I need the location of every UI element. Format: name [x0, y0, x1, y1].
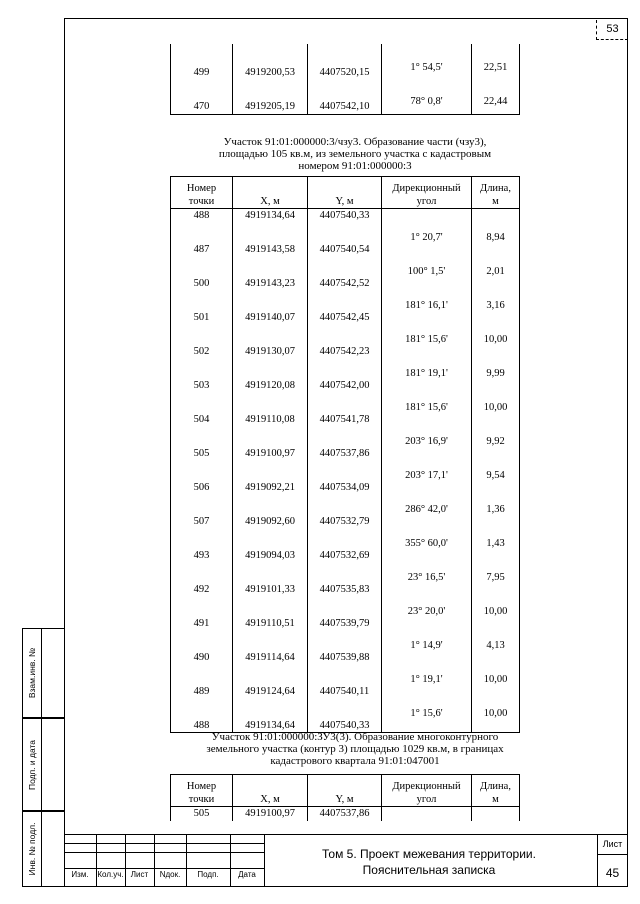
cell	[233, 563, 308, 583]
cell	[308, 495, 382, 515]
table-row	[171, 243, 520, 257]
caption-line: кадастрового квартала 91:01:047001	[270, 755, 440, 767]
point-number: 502	[171, 345, 233, 359]
cell	[233, 699, 308, 719]
x-coord: 4919114,64	[233, 651, 308, 665]
cell	[233, 325, 308, 345]
angle-cell: 1° 54,5'	[382, 44, 472, 90]
angle-cell: 286° 42,0'	[382, 481, 472, 515]
y-coord: 4407540,33	[308, 209, 382, 223]
stamp-podp	[22, 718, 64, 811]
x-coord: 4919130,07	[233, 345, 308, 359]
y-coord: 4407535,83	[308, 583, 382, 597]
point-number: 505	[171, 447, 233, 461]
point-number: 505	[171, 807, 233, 821]
cell	[308, 257, 382, 277]
x-coord: 4919092,60	[233, 515, 308, 529]
cell	[308, 325, 382, 345]
table-row	[171, 277, 520, 291]
header-num: Номер точки	[171, 177, 233, 209]
title-block	[64, 834, 628, 887]
cell	[233, 461, 308, 481]
table-row	[171, 447, 520, 461]
y-coord: 4407540,54	[308, 243, 382, 257]
x-coord: 4919140,07	[233, 311, 308, 325]
point-number: 487	[171, 243, 233, 257]
stamp-inv	[22, 811, 64, 887]
table-row	[171, 651, 520, 665]
cell	[171, 44, 233, 54]
length-cell: 4,13	[472, 617, 520, 651]
cell	[171, 665, 233, 685]
cell	[171, 461, 233, 481]
cell	[308, 223, 382, 243]
angle-cell: 203° 17,1'	[382, 447, 472, 481]
header-y: Y, м	[308, 775, 382, 807]
length-cell: 10,00	[472, 685, 520, 719]
y-coord: 4407539,79	[308, 617, 382, 631]
x-coord: 4919124,64	[233, 685, 308, 699]
point-number: 500	[171, 277, 233, 291]
y-coord: 4407542,00	[308, 379, 382, 393]
title-line: Том 5. Проект межевания территории.	[322, 847, 536, 861]
length-cell: 10,00	[472, 311, 520, 345]
side-stamp	[22, 628, 64, 887]
y-coord: 4407532,79	[308, 515, 382, 529]
table-row	[171, 345, 520, 359]
cell	[308, 359, 382, 379]
angle-cell: 100° 1,5'	[382, 243, 472, 277]
length-cell: 2,01	[472, 243, 520, 277]
point-number: 489	[171, 685, 233, 699]
x-coord: 4919092,21	[233, 481, 308, 495]
table-row	[171, 413, 520, 427]
cell	[308, 665, 382, 685]
table-header-row	[171, 775, 520, 807]
cell	[171, 393, 233, 413]
x-coord: 4919094,03	[233, 549, 308, 563]
point-number: 506	[171, 481, 233, 495]
length-cell: 3,16	[472, 277, 520, 311]
tb-header: Nдок.	[159, 870, 181, 879]
table-header-row	[171, 177, 520, 209]
angle-cell: 23° 20,0'	[382, 583, 472, 617]
cell	[308, 631, 382, 651]
y-coord: 4407537,86	[308, 447, 382, 461]
cell	[171, 427, 233, 447]
y-coord: 4407542,23	[308, 345, 382, 359]
cell	[233, 223, 308, 243]
table-row	[171, 583, 520, 597]
cell	[233, 257, 308, 277]
header-length: Длина, м	[472, 177, 520, 209]
cell	[171, 699, 233, 719]
x-coord: 4919200,53	[233, 54, 308, 90]
angle-cell: 181° 16,1'	[382, 277, 472, 311]
y-coord: 4407534,09	[308, 481, 382, 495]
angle-cell: 1° 15,6'	[382, 685, 472, 719]
table-row	[171, 209, 520, 223]
cell	[171, 597, 233, 617]
cell	[233, 495, 308, 515]
page-number: 53	[596, 20, 628, 40]
angle-cell: 181° 19,1'	[382, 345, 472, 379]
cell	[171, 529, 233, 549]
length-cell: 22,51	[472, 44, 520, 90]
cell	[308, 699, 382, 719]
table-row	[171, 807, 520, 821]
cell	[308, 427, 382, 447]
angle-cell: 78° 0,8'	[382, 90, 472, 114]
caption-line: Участок 91:01:000000:3/чзу3. Образование части (чзу3),	[223, 136, 487, 148]
length-cell: 9,99	[472, 345, 520, 379]
cell	[171, 563, 233, 583]
header-angle: Дирекционный угол	[382, 177, 472, 209]
section2-caption	[170, 731, 540, 767]
table-row	[171, 617, 520, 631]
cell	[171, 257, 233, 277]
y-coord: 4407540,33	[308, 719, 382, 733]
y-coord: 4407520,15	[308, 54, 382, 90]
point-number: 492	[171, 583, 233, 597]
point-number: 499	[171, 54, 233, 90]
x-coord: 4919134,64	[233, 719, 308, 733]
length-cell: 22,44	[472, 90, 520, 114]
x-coord: 4919120,08	[233, 379, 308, 393]
table-continuation	[170, 44, 520, 115]
tb-header: Дата	[238, 870, 256, 879]
cell	[171, 495, 233, 515]
cell	[308, 291, 382, 311]
x-coord: 4919143,58	[233, 243, 308, 257]
caption-line: площадью 105 кв.м, из земельного участка с кадастровым	[218, 148, 492, 160]
cell	[171, 325, 233, 345]
table-row	[171, 549, 520, 563]
coordinates-table	[170, 176, 520, 733]
angle-cell: 1° 20,7'	[382, 209, 472, 243]
length-cell: 7,95	[472, 549, 520, 583]
cell	[233, 597, 308, 617]
cell	[171, 631, 233, 651]
header-num: Номер точки	[171, 775, 233, 807]
header-angle: Дирекционный угол	[382, 775, 472, 807]
caption-line: номером 91:01:000000:3	[298, 160, 412, 172]
cell	[171, 359, 233, 379]
x-coord: 4919110,51	[233, 617, 308, 631]
document-title	[264, 846, 594, 878]
cell	[171, 223, 233, 243]
y-coord: 4407532,69	[308, 549, 382, 563]
cell	[233, 359, 308, 379]
length-cell: 1,43	[472, 515, 520, 549]
point-number: 470	[171, 100, 233, 114]
title-line: Пояснительная записка	[362, 863, 496, 877]
cell	[308, 529, 382, 549]
cell	[233, 529, 308, 549]
y-coord: 4407542,45	[308, 311, 382, 325]
point-number: 504	[171, 413, 233, 427]
section1-caption	[170, 136, 540, 172]
caption-line: Участок 91:01:000000:ЗУ3(3). Образование многоконтурного	[211, 731, 499, 743]
angle-cell: 181° 15,6'	[382, 311, 472, 345]
tb-header: Изм.	[71, 870, 89, 879]
y-coord: 4407537,86	[308, 807, 382, 821]
point-number: 501	[171, 311, 233, 325]
table-row	[171, 685, 520, 699]
point-number: 488	[171, 719, 233, 733]
cell	[308, 563, 382, 583]
cell	[233, 393, 308, 413]
y-coord: 4407541,78	[308, 413, 382, 427]
angle-cell: 355° 60,0'	[382, 515, 472, 549]
x-coord: 4919110,08	[233, 413, 308, 427]
length-cell: 10,00	[472, 651, 520, 685]
length-cell: 10,00	[472, 583, 520, 617]
table-row	[171, 515, 520, 529]
angle-cell: 181° 15,6'	[382, 379, 472, 413]
coordinates-table-2	[170, 774, 520, 821]
point-number: 507	[171, 515, 233, 529]
length-cell: 9,92	[472, 413, 520, 447]
table-row	[171, 379, 520, 393]
y-coord: 4407542,52	[308, 277, 382, 291]
angle-cell: 1° 14,9'	[382, 617, 472, 651]
header-x: X, м	[233, 775, 308, 807]
cell	[233, 291, 308, 311]
y-coord: 4407540,11	[308, 685, 382, 699]
table-row	[171, 311, 520, 325]
x-coord: 4919100,97	[233, 807, 308, 821]
sheet-number: 45	[605, 866, 620, 880]
point-number: 491	[171, 617, 233, 631]
point-number: 503	[171, 379, 233, 393]
x-coord: 4919134,64	[233, 209, 308, 223]
cell	[308, 461, 382, 481]
point-number: 493	[171, 549, 233, 563]
cell	[171, 291, 233, 311]
header-y: Y, м	[308, 177, 382, 209]
x-coord: 4919205,19	[233, 100, 308, 114]
stamp-vzam	[22, 628, 64, 718]
stamp-inv-label: Инв. № подл.	[27, 822, 37, 876]
point-number: 490	[171, 651, 233, 665]
tb-header: Лист	[130, 870, 149, 879]
table-row	[171, 481, 520, 495]
x-coord: 4919101,33	[233, 583, 308, 597]
tb-header: Кол.уч.	[97, 870, 124, 879]
header-length: Длина, м	[472, 775, 520, 807]
stamp-vzam-label: Взам.инв. №	[27, 647, 37, 699]
tb-header: Подп.	[197, 870, 219, 879]
y-coord: 4407539,88	[308, 651, 382, 665]
length-cell: 8,94	[472, 209, 520, 243]
stamp-podp-label: Подп. и дата	[27, 739, 37, 790]
sheet-label: Лист	[602, 839, 623, 849]
cell	[233, 427, 308, 447]
y-coord: 4407542,10	[308, 100, 382, 114]
angle-cell: 23° 16,5'	[382, 549, 472, 583]
cell	[233, 631, 308, 651]
caption-line: земельного участка (контур 3) площадью 1029 кв.м, в границах	[206, 743, 504, 755]
point-number: 488	[171, 209, 233, 223]
angle-cell: 203° 16,9'	[382, 413, 472, 447]
cell	[308, 597, 382, 617]
header-x: X, м	[233, 177, 308, 209]
length-cell: 10,00	[472, 379, 520, 413]
cell	[308, 393, 382, 413]
x-coord: 4919143,23	[233, 277, 308, 291]
cell	[233, 665, 308, 685]
length-cell: 1,36	[472, 481, 520, 515]
length-cell: 9,54	[472, 447, 520, 481]
x-coord: 4919100,97	[233, 447, 308, 461]
angle-cell: 1° 19,1'	[382, 651, 472, 685]
